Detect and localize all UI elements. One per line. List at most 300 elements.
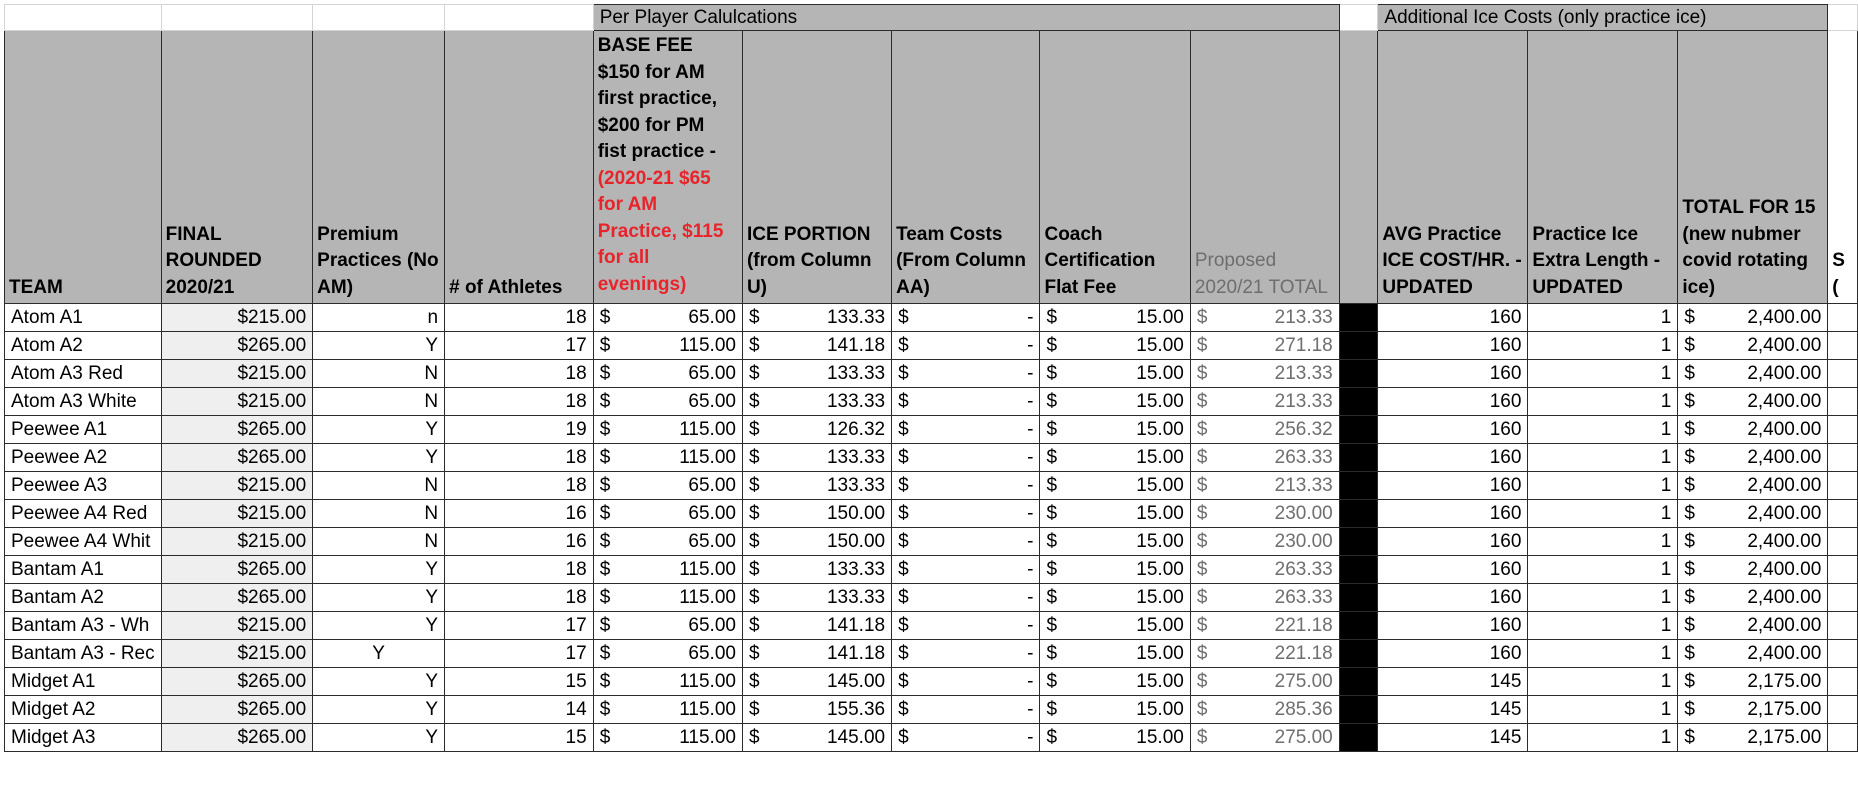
cell-athletes[interactable]: 16 <box>445 528 594 556</box>
cell-total-15[interactable] <box>1678 416 1828 444</box>
cell-ice-portion[interactable] <box>742 612 891 640</box>
cell-base-fee[interactable] <box>593 556 742 584</box>
cell-premium[interactable]: Y <box>313 584 445 612</box>
cell-athletes[interactable]: 18 <box>445 360 594 388</box>
header-ice-portion[interactable]: ICE PORTION (from Column U) <box>742 31 891 304</box>
cell-extra-length[interactable]: 1 <box>1528 388 1678 416</box>
currency-value: 213.33 <box>1274 307 1333 328</box>
cell-extra-length[interactable]: 1 <box>1528 332 1678 360</box>
cell-total-15[interactable] <box>1678 724 1828 752</box>
currency-wrap <box>749 307 885 328</box>
cell-premium[interactable]: Y <box>313 696 445 724</box>
cell-extra-length[interactable]: 1 <box>1528 500 1678 528</box>
currency-value: 15.00 <box>1136 307 1184 328</box>
cell-ice-portion[interactable] <box>742 556 891 584</box>
currency-symbol: $ <box>599 363 611 384</box>
cell-base-fee[interactable] <box>593 472 742 500</box>
header-total-15[interactable]: TOTAL FOR 15 (new nubmer covid rotating ice) <box>1678 31 1828 304</box>
header-coach-fee[interactable]: Coach Certification Flat Fee <box>1040 31 1190 304</box>
cell-avg-practice-cost[interactable]: 160 <box>1378 416 1528 444</box>
cell-avg-practice-cost[interactable]: 160 <box>1378 500 1528 528</box>
currency-wrap <box>898 531 1033 552</box>
cell-separator[interactable] <box>1339 416 1378 444</box>
currency-value: 141.18 <box>826 643 886 664</box>
cell-athletes[interactable]: 17 <box>445 640 594 668</box>
cell-premium[interactable]: N <box>313 360 445 388</box>
cell-separator[interactable] <box>1339 528 1378 556</box>
cell-proposed-total[interactable] <box>1190 444 1339 472</box>
table-row <box>5 472 1858 500</box>
currency-value: 115.00 <box>679 559 736 580</box>
cell-avg-practice-cost[interactable]: 145 <box>1378 696 1528 724</box>
cell-avg-practice-cost[interactable]: 160 <box>1378 612 1528 640</box>
currency-value: 275.00 <box>1274 671 1333 692</box>
cell-coach-fee[interactable] <box>1040 584 1190 612</box>
table-row <box>5 416 1858 444</box>
cell-premium[interactable]: Y <box>313 640 445 668</box>
cell-cutoff[interactable] <box>1828 472 1858 500</box>
cell-team[interactable]: Bantam A3 - Rec <box>5 640 162 668</box>
cell-cutoff[interactable] <box>1828 528 1858 556</box>
cell-athletes[interactable]: 18 <box>445 444 594 472</box>
currency-wrap <box>600 307 736 328</box>
cell-separator[interactable] <box>1339 388 1378 416</box>
cell-athletes[interactable]: 17 <box>445 612 594 640</box>
cell-base-fee[interactable] <box>593 304 742 332</box>
cell-athletes[interactable]: 16 <box>445 500 594 528</box>
cell-ice-portion[interactable] <box>742 696 891 724</box>
currency-value: 15.00 <box>1136 391 1184 412</box>
cell-proposed-total[interactable] <box>1190 640 1339 668</box>
cell-total-15[interactable] <box>1678 584 1828 612</box>
cell-athletes[interactable]: 18 <box>445 304 594 332</box>
cell-premium[interactable]: N <box>313 500 445 528</box>
cell-proposed-total[interactable] <box>1190 416 1339 444</box>
cell-final-rounded[interactable]: $265.00 <box>161 668 313 696</box>
cell-total-15[interactable] <box>1678 556 1828 584</box>
cell-premium[interactable]: N <box>313 472 445 500</box>
cell-avg-practice-cost[interactable]: 160 <box>1378 556 1528 584</box>
cell-team[interactable]: Atom A2 <box>5 332 162 360</box>
cell-premium[interactable]: N <box>313 388 445 416</box>
cell-final-rounded[interactable]: $215.00 <box>161 360 313 388</box>
cell-coach-fee[interactable] <box>1040 696 1190 724</box>
cell-coach-fee[interactable] <box>1040 724 1190 752</box>
cell-base-fee[interactable] <box>593 584 742 612</box>
cell-athletes[interactable]: 18 <box>445 472 594 500</box>
cell-final-rounded[interactable]: $215.00 <box>161 612 313 640</box>
cell-proposed-total[interactable] <box>1190 388 1339 416</box>
cell-team[interactable]: Peewee A4 Red <box>5 500 162 528</box>
cell-base-fee[interactable] <box>593 500 742 528</box>
cell-coach-fee[interactable] <box>1040 304 1190 332</box>
cell-ice-portion[interactable] <box>742 388 891 416</box>
cell-proposed-total[interactable] <box>1190 584 1339 612</box>
cell-cutoff[interactable] <box>1828 612 1858 640</box>
currency-wrap <box>1684 503 1821 524</box>
additional-ice-group-header[interactable]: Additional Ice Costs (only practice ice) <box>1378 5 1828 31</box>
currency-value: 145.00 <box>826 671 886 692</box>
cell-avg-practice-cost[interactable]: 160 <box>1378 360 1528 388</box>
cell-final-rounded[interactable]: $265.00 <box>161 332 313 360</box>
cell-total-15[interactable] <box>1678 360 1828 388</box>
cell-team[interactable]: Peewee A4 Whit <box>5 528 162 556</box>
cell-extra-length[interactable]: 1 <box>1528 528 1678 556</box>
currency-value: 2,400.00 <box>1747 391 1822 412</box>
cell-coach-fee[interactable] <box>1040 360 1190 388</box>
cell-final-rounded[interactable]: $215.00 <box>161 304 313 332</box>
header-avg-practice-cost[interactable]: AVG Practice ICE COST/HR. - UPDATED <box>1378 31 1528 304</box>
cell-final-rounded[interactable]: $265.00 <box>161 416 313 444</box>
currency-value: 2,400.00 <box>1747 587 1822 608</box>
cell-total-15[interactable] <box>1678 444 1828 472</box>
cell-team-costs[interactable] <box>892 332 1040 360</box>
cell-final-rounded[interactable]: $265.00 <box>161 696 313 724</box>
cell-base-fee[interactable] <box>593 444 742 472</box>
cell-team-costs[interactable] <box>892 472 1040 500</box>
cell-total-15[interactable] <box>1678 612 1828 640</box>
cell-team-costs[interactable] <box>892 416 1040 444</box>
cell-team[interactable]: Peewee A1 <box>5 416 162 444</box>
cell-separator[interactable] <box>1339 724 1378 752</box>
cell-athletes[interactable]: 18 <box>445 556 594 584</box>
cell-cutoff[interactable] <box>1828 444 1858 472</box>
currency-wrap <box>1197 559 1333 580</box>
cell-extra-length[interactable]: 1 <box>1528 304 1678 332</box>
cell-avg-practice-cost[interactable]: 160 <box>1378 304 1528 332</box>
currency-wrap <box>898 475 1033 496</box>
cell-extra-length[interactable]: 1 <box>1528 696 1678 724</box>
cell-blank[interactable] <box>1339 5 1378 31</box>
cell-separator[interactable] <box>1339 444 1378 472</box>
cell-coach-fee[interactable] <box>1040 444 1190 472</box>
currency-value: 2,400.00 <box>1747 615 1822 636</box>
cell-base-fee[interactable] <box>593 640 742 668</box>
cell-athletes[interactable]: 14 <box>445 696 594 724</box>
cell-team[interactable]: Bantam A2 <box>5 584 162 612</box>
cell-cutoff[interactable] <box>1828 696 1858 724</box>
currency-value: 285.36 <box>1274 699 1333 720</box>
cell-base-fee[interactable] <box>593 416 742 444</box>
cell-team-costs[interactable] <box>892 640 1040 668</box>
cell-team[interactable]: Peewee A2 <box>5 444 162 472</box>
currency-value: 230.00 <box>1274 531 1333 552</box>
cell-extra-length[interactable]: 1 <box>1528 556 1678 584</box>
cell-cutoff[interactable] <box>1828 500 1858 528</box>
cell-cutoff[interactable] <box>1828 416 1858 444</box>
cell-ice-portion[interactable] <box>742 584 891 612</box>
cell-avg-practice-cost[interactable]: 160 <box>1378 332 1528 360</box>
currency-symbol: $ <box>1046 363 1058 384</box>
cell-separator[interactable] <box>1339 556 1378 584</box>
cell-cutoff[interactable] <box>1828 640 1858 668</box>
cell-premium[interactable]: Y <box>313 724 445 752</box>
currency-value: 213.33 <box>1274 391 1333 412</box>
cell-final-rounded[interactable]: $265.00 <box>161 584 313 612</box>
cell-separator[interactable] <box>1339 500 1378 528</box>
cell-avg-practice-cost[interactable]: 160 <box>1378 584 1528 612</box>
header-cutoff-column[interactable] <box>1828 31 1858 304</box>
cell-premium[interactable]: Y <box>313 332 445 360</box>
cell-coach-fee[interactable] <box>1040 416 1190 444</box>
cell-ice-portion[interactable] <box>742 640 891 668</box>
cell-blank[interactable] <box>313 5 445 31</box>
cell-total-15[interactable] <box>1678 472 1828 500</box>
cell-team-costs[interactable] <box>892 388 1040 416</box>
cell-base-fee[interactable] <box>593 388 742 416</box>
currency-symbol: $ <box>748 475 760 496</box>
cell-cutoff[interactable] <box>1828 304 1858 332</box>
cell-coach-fee[interactable] <box>1040 332 1190 360</box>
cell-proposed-total[interactable] <box>1190 612 1339 640</box>
cell-team-costs[interactable] <box>892 612 1040 640</box>
cell-cutoff[interactable] <box>1828 360 1858 388</box>
cell-team-costs[interactable] <box>892 724 1040 752</box>
cell-separator[interactable] <box>1339 696 1378 724</box>
cell-blank[interactable] <box>1828 5 1858 31</box>
cell-ice-portion[interactable] <box>742 304 891 332</box>
cell-separator[interactable] <box>1339 472 1378 500</box>
cell-total-15[interactable] <box>1678 640 1828 668</box>
cell-final-rounded[interactable]: $265.00 <box>161 724 313 752</box>
cell-final-rounded[interactable]: $215.00 <box>161 500 313 528</box>
cell-team[interactable]: Midget A2 <box>5 696 162 724</box>
cell-cutoff[interactable] <box>1828 556 1858 584</box>
cell-proposed-total[interactable] <box>1190 724 1339 752</box>
currency-value: 115.00 <box>679 671 736 692</box>
currency-symbol: $ <box>1684 447 1695 468</box>
header-proposed-total[interactable]: Proposed 2020/21 TOTAL <box>1190 31 1339 304</box>
cell-final-rounded[interactable]: $215.00 <box>161 472 313 500</box>
cell-ice-portion[interactable] <box>742 668 891 696</box>
cell-base-fee[interactable] <box>593 360 742 388</box>
per-player-group-header[interactable]: Per Player Calulcations <box>593 5 1339 31</box>
header-base-fee[interactable] <box>593 31 742 304</box>
currency-wrap <box>1197 391 1333 412</box>
cell-coach-fee[interactable] <box>1040 528 1190 556</box>
cell-final-rounded[interactable]: $215.00 <box>161 388 313 416</box>
currency-wrap <box>898 307 1033 328</box>
cell-total-15[interactable] <box>1678 696 1828 724</box>
cell-extra-length[interactable]: 1 <box>1528 472 1678 500</box>
cell-extra-length[interactable]: 1 <box>1528 360 1678 388</box>
cell-ice-portion[interactable] <box>742 724 891 752</box>
cell-team[interactable]: Bantam A1 <box>5 556 162 584</box>
cell-avg-practice-cost[interactable]: 160 <box>1378 472 1528 500</box>
cell-coach-fee[interactable] <box>1040 556 1190 584</box>
cell-avg-practice-cost[interactable]: 160 <box>1378 444 1528 472</box>
cell-athletes[interactable]: 15 <box>445 724 594 752</box>
currency-wrap <box>1197 307 1333 328</box>
cell-cutoff[interactable] <box>1828 724 1858 752</box>
cell-final-rounded[interactable]: $265.00 <box>161 444 313 472</box>
cell-proposed-total[interactable] <box>1190 556 1339 584</box>
currency-value: 2,400.00 <box>1747 503 1822 524</box>
cell-proposed-total[interactable] <box>1190 668 1339 696</box>
currency-symbol: $ <box>1196 671 1208 692</box>
cell-proposed-total[interactable] <box>1190 360 1339 388</box>
currency-symbol: $ <box>599 643 611 664</box>
header-team[interactable]: TEAM <box>5 31 162 304</box>
cell-total-15[interactable] <box>1678 668 1828 696</box>
cell-premium[interactable]: N <box>313 528 445 556</box>
cell-avg-practice-cost[interactable]: 160 <box>1378 528 1528 556</box>
cell-blank[interactable] <box>5 5 162 31</box>
currency-value: 221.18 <box>1274 643 1333 664</box>
cell-athletes[interactable]: 18 <box>445 584 594 612</box>
cell-extra-length[interactable]: 1 <box>1528 640 1678 668</box>
cell-avg-practice-cost[interactable]: 145 <box>1378 668 1528 696</box>
cell-extra-length[interactable]: 1 <box>1528 612 1678 640</box>
currency-symbol: $ <box>898 615 909 636</box>
cell-ice-portion[interactable] <box>742 472 891 500</box>
cell-team[interactable]: Atom A1 <box>5 304 162 332</box>
cell-ice-portion[interactable] <box>742 360 891 388</box>
currency-wrap <box>600 587 736 608</box>
cell-ice-portion[interactable] <box>742 444 891 472</box>
currency-symbol: $ <box>898 503 909 524</box>
currency-value: 15.00 <box>1136 363 1184 384</box>
cell-final-rounded[interactable]: $215.00 <box>161 640 313 668</box>
currency-wrap <box>898 643 1033 664</box>
cell-blank[interactable] <box>161 5 313 31</box>
currency-symbol: $ <box>599 447 611 468</box>
currency-symbol: $ <box>1196 559 1208 580</box>
cell-athletes[interactable]: 17 <box>445 332 594 360</box>
cell-total-15[interactable] <box>1678 304 1828 332</box>
cell-team[interactable]: Peewee A3 <box>5 472 162 500</box>
cell-coach-fee[interactable] <box>1040 612 1190 640</box>
currency-value: 65.00 <box>688 391 736 412</box>
header-premium-practices[interactable]: Premium Practices (No AM) <box>313 31 445 304</box>
cell-proposed-total[interactable] <box>1190 304 1339 332</box>
cell-total-15[interactable] <box>1678 500 1828 528</box>
cell-cutoff[interactable] <box>1828 668 1858 696</box>
currency-value: 2,400.00 <box>1747 335 1822 356</box>
cell-team-costs[interactable] <box>892 360 1040 388</box>
cell-team[interactable]: Atom A3 Red <box>5 360 162 388</box>
cell-athletes[interactable]: 15 <box>445 668 594 696</box>
cell-base-fee[interactable] <box>593 332 742 360</box>
cell-premium[interactable]: Y <box>313 444 445 472</box>
cell-cutoff[interactable] <box>1828 584 1858 612</box>
header-separator[interactable] <box>1339 31 1378 304</box>
cell-base-fee[interactable] <box>593 724 742 752</box>
cell-total-15[interactable] <box>1678 528 1828 556</box>
cell-ice-portion[interactable] <box>742 500 891 528</box>
cell-avg-practice-cost[interactable]: 145 <box>1378 724 1528 752</box>
cell-separator[interactable] <box>1339 332 1378 360</box>
cell-team[interactable]: Midget A1 <box>5 668 162 696</box>
currency-wrap <box>600 531 736 552</box>
cell-cutoff[interactable] <box>1828 332 1858 360</box>
currency-wrap <box>600 699 736 720</box>
currency-wrap <box>749 643 885 664</box>
cell-team-costs[interactable] <box>892 304 1040 332</box>
cell-avg-practice-cost[interactable]: 160 <box>1378 640 1528 668</box>
cell-team-costs[interactable] <box>892 668 1040 696</box>
cell-team-costs[interactable] <box>892 556 1040 584</box>
cell-team-costs[interactable] <box>892 584 1040 612</box>
cell-proposed-total[interactable] <box>1190 696 1339 724</box>
cell-extra-length[interactable]: 1 <box>1528 668 1678 696</box>
currency-wrap <box>600 615 736 636</box>
cell-proposed-total[interactable] <box>1190 500 1339 528</box>
currency-value: - <box>1027 615 1034 636</box>
cell-base-fee[interactable] <box>593 612 742 640</box>
cell-premium[interactable]: Y <box>313 556 445 584</box>
cell-team[interactable]: Bantam A3 - Wh <box>5 612 162 640</box>
cell-separator[interactable] <box>1339 360 1378 388</box>
cell-coach-fee[interactable] <box>1040 472 1190 500</box>
cell-cutoff[interactable] <box>1828 388 1858 416</box>
cell-separator[interactable] <box>1339 640 1378 668</box>
cell-base-fee[interactable] <box>593 696 742 724</box>
cell-ice-portion[interactable] <box>742 332 891 360</box>
cell-coach-fee[interactable] <box>1040 388 1190 416</box>
cell-extra-length[interactable]: 1 <box>1528 584 1678 612</box>
cell-premium[interactable]: n <box>313 304 445 332</box>
cell-premium[interactable]: Y <box>313 612 445 640</box>
cell-final-rounded[interactable]: $215.00 <box>161 528 313 556</box>
header-extra-length[interactable]: Practice Ice Extra Length - UPDATED <box>1528 31 1678 304</box>
cell-ice-portion[interactable] <box>742 416 891 444</box>
header-team-costs[interactable]: Team Costs (From Column AA) <box>892 31 1040 304</box>
cell-total-15[interactable] <box>1678 332 1828 360</box>
currency-symbol: $ <box>1046 559 1058 580</box>
currency-value: 115.00 <box>679 335 736 356</box>
cell-separator[interactable] <box>1339 584 1378 612</box>
currency-value: 2,400.00 <box>1747 447 1822 468</box>
cell-base-fee[interactable] <box>593 668 742 696</box>
cell-team-costs[interactable] <box>892 696 1040 724</box>
cell-separator[interactable] <box>1339 304 1378 332</box>
currency-value: 230.00 <box>1274 503 1333 524</box>
cell-coach-fee[interactable] <box>1040 668 1190 696</box>
cell-team-costs[interactable] <box>892 500 1040 528</box>
cell-premium[interactable]: Y <box>313 668 445 696</box>
cell-athletes[interactable]: 18 <box>445 388 594 416</box>
cell-extra-length[interactable]: 1 <box>1528 444 1678 472</box>
cell-proposed-total[interactable] <box>1190 528 1339 556</box>
cell-coach-fee[interactable] <box>1040 640 1190 668</box>
cell-base-fee[interactable] <box>593 528 742 556</box>
cell-premium[interactable]: Y <box>313 416 445 444</box>
currency-value: 15.00 <box>1136 475 1184 496</box>
cell-ice-portion[interactable] <box>742 528 891 556</box>
currency-symbol: $ <box>748 447 760 468</box>
cell-athletes[interactable]: 19 <box>445 416 594 444</box>
header-final-rounded[interactable]: FINAL ROUNDED 2020/21 <box>161 31 313 304</box>
cell-team-costs[interactable] <box>892 528 1040 556</box>
cell-extra-length[interactable]: 1 <box>1528 724 1678 752</box>
cell-proposed-total[interactable] <box>1190 332 1339 360</box>
cell-proposed-total[interactable] <box>1190 472 1339 500</box>
cell-team-costs[interactable] <box>892 444 1040 472</box>
cell-final-rounded[interactable]: $265.00 <box>161 556 313 584</box>
cell-separator[interactable] <box>1339 612 1378 640</box>
cell-team[interactable]: Midget A3 <box>5 724 162 752</box>
cell-blank[interactable] <box>445 5 594 31</box>
cell-coach-fee[interactable] <box>1040 500 1190 528</box>
currency-symbol: $ <box>898 559 909 580</box>
cell-avg-practice-cost[interactable]: 160 <box>1378 388 1528 416</box>
cell-total-15[interactable] <box>1678 388 1828 416</box>
header-athletes[interactable]: # of Athletes <box>445 31 594 304</box>
cell-extra-length[interactable]: 1 <box>1528 416 1678 444</box>
cell-team[interactable]: Atom A3 White <box>5 388 162 416</box>
cell-separator[interactable] <box>1339 668 1378 696</box>
